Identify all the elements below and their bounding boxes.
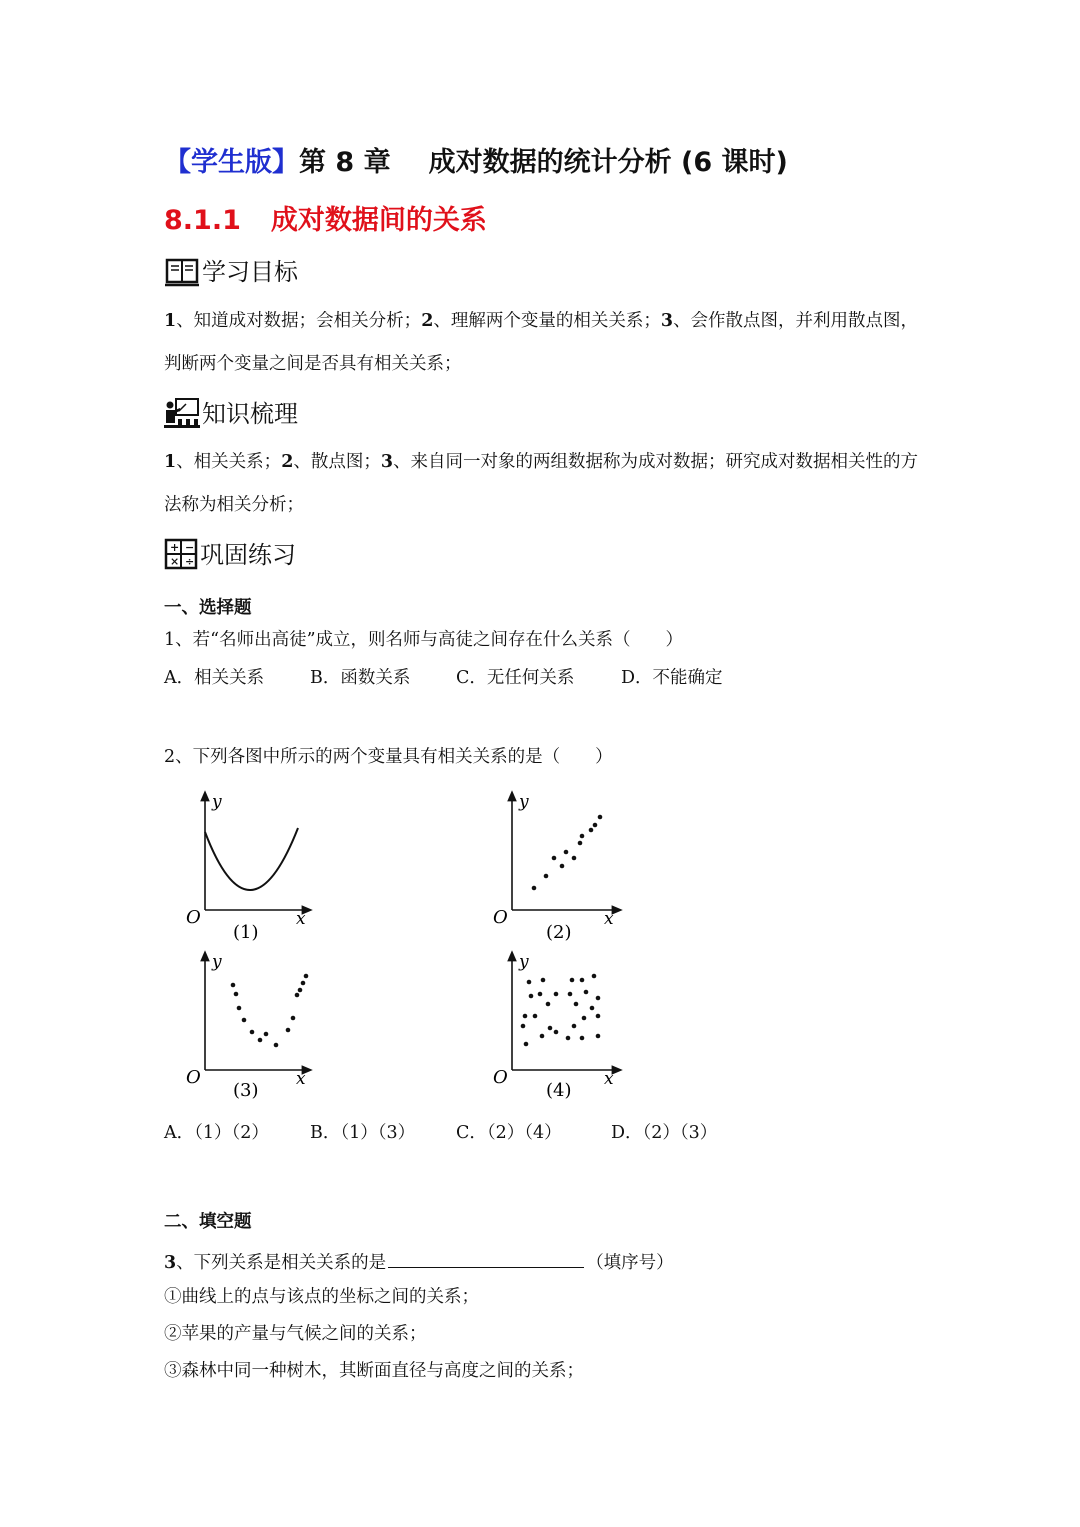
x-axis-label-4: x xyxy=(604,1069,614,1089)
question-3-number: 3 xyxy=(164,1253,177,1273)
section-name: 成对数据间的关系 xyxy=(270,205,487,236)
knowledge-paragraph xyxy=(164,441,924,527)
x-axis-label-1: x xyxy=(296,909,306,929)
q1-option-a: A．相关关系 xyxy=(164,668,265,688)
figure-label-1: (1) xyxy=(233,922,259,943)
figure-1 xyxy=(186,792,308,943)
q2-option-c: C．（2）（4） xyxy=(456,1123,562,1143)
svg-text:+: + xyxy=(170,541,180,554)
random-scatter-points xyxy=(521,974,601,1047)
x-axis-label-3: x xyxy=(296,1069,306,1089)
practice-heading xyxy=(164,535,296,570)
parabola-curve xyxy=(205,828,298,890)
figure-label-2: (2) xyxy=(546,922,572,943)
q2-option-b: B．（1）（3） xyxy=(310,1123,416,1143)
y-axis-label-1: y xyxy=(212,792,222,812)
practice-heading-text: 巩固练习 xyxy=(200,541,296,569)
origin-label-1: O xyxy=(186,907,201,928)
goal-text-2: 、理解两个变量的相关关系； xyxy=(433,311,661,331)
q2-option-d: D．（2）（3） xyxy=(611,1123,718,1143)
answer-blank[interactable] xyxy=(388,1249,584,1268)
svg-text:×: × xyxy=(170,555,180,568)
chapter-name: 成对数据的统计分析 (6 课时) xyxy=(428,147,788,178)
knowledge-number-3: 3 xyxy=(380,452,394,472)
y-axis-label-3: y xyxy=(212,952,222,972)
knowledge-text-1: 、相关关系； xyxy=(176,452,282,472)
book-icon xyxy=(164,257,200,287)
y-axis-label-4: y xyxy=(519,952,529,972)
question-3-item-1: ①曲线上的点与该点的坐标之间的关系； xyxy=(164,1287,479,1307)
knowledge-text-3: 、来自同一对象的两组数据称为成对数据；研究成对数据相关性的方法称为相关分析； xyxy=(164,452,919,515)
origin-label-4: O xyxy=(493,1067,508,1088)
goals-heading-text: 学习目标 xyxy=(202,258,298,286)
goals-paragraph xyxy=(164,300,924,386)
knowledge-heading-text: 知识梳理 xyxy=(202,400,298,428)
goal-text-3: 、会作散点图，并利用散点图，判断两个变量之间是否具有相关关系； xyxy=(164,311,919,374)
goals-heading xyxy=(164,252,298,287)
question-2-stem: 2、下列各图中所示的两个变量具有相关关系的是（ ） xyxy=(164,747,613,767)
linear-scatter-points xyxy=(532,815,603,891)
question-2-options xyxy=(164,1119,717,1144)
curved-scatter-points xyxy=(231,974,309,1048)
question-1-stem: 1、若“名师出高徒”成立，则名师与高徒之间存在什么关系（ ） xyxy=(164,630,684,650)
question-3-text: 、下列关系是相关关系的是 xyxy=(176,1253,387,1273)
origin-label-2: O xyxy=(493,907,508,928)
knowledge-number-2: 2 xyxy=(281,452,294,472)
question-3-stem xyxy=(164,1249,674,1274)
page-title xyxy=(164,140,788,179)
section-title xyxy=(164,198,487,237)
knowledge-heading xyxy=(164,394,298,429)
goal-number-2: 2 xyxy=(421,311,434,331)
fill-section-heading: 二、填空题 xyxy=(164,1212,252,1232)
student-edition-tag: 【学生版】 xyxy=(164,147,299,178)
svg-text:−: − xyxy=(185,541,195,554)
figure-label-3: (3) xyxy=(233,1080,259,1101)
q1-option-d: D．不能确定 xyxy=(621,668,723,688)
q1-option-c: C．无任何关系 xyxy=(456,668,575,688)
svg-text:÷: ÷ xyxy=(185,555,195,568)
calculator-icon xyxy=(164,538,198,570)
question-1-options xyxy=(164,664,723,689)
question-3-hint: （填序号） xyxy=(586,1253,674,1273)
choice-section-heading: 一、选择题 xyxy=(164,598,252,618)
chapter-number: 第 8 章 xyxy=(299,147,391,178)
goal-number-1: 1 xyxy=(164,311,177,331)
q1-option-b: B．函数关系 xyxy=(310,668,411,688)
goal-text-1: 、知道成对数据；会相关分析； xyxy=(176,311,422,331)
x-axis-label-2: x xyxy=(604,909,614,929)
q2-option-a: A．（1）（2） xyxy=(164,1123,269,1143)
question-3-item-3: ③森林中同一种树木，其断面直径与高度之间的关系； xyxy=(164,1361,584,1381)
figure-label-4: (4) xyxy=(546,1080,572,1101)
y-axis-label-2: y xyxy=(519,792,529,812)
figure-3 xyxy=(186,952,308,1101)
question-3-item-2: ②苹果的产量与气候之间的关系； xyxy=(164,1324,427,1344)
figure-4 xyxy=(493,952,618,1101)
question-2-figures xyxy=(0,780,1080,1110)
figure-2 xyxy=(493,792,618,943)
section-number: 8.1.1 xyxy=(164,205,241,236)
teacher-board-icon xyxy=(164,397,200,429)
knowledge-text-2: 、散点图； xyxy=(293,452,381,472)
knowledge-number-1: 1 xyxy=(164,452,177,472)
origin-label-3: O xyxy=(186,1067,201,1088)
goal-number-3: 3 xyxy=(660,311,674,331)
